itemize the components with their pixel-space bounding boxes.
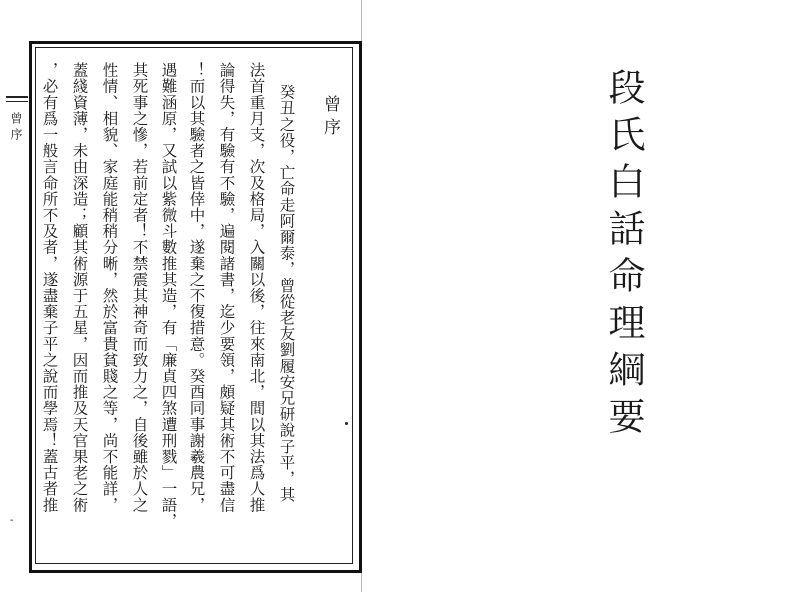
preface-column-1: 癸丑之役，亡命走阿爾泰，曾從老友劉履安兄研說子平，其	[277, 84, 296, 503]
book-title: 段氏白話命理綱要	[602, 68, 645, 444]
margin-rule	[6, 101, 28, 102]
margin-rule	[6, 96, 28, 98]
preface-column-3: 論得失，有驗有不驗，遍閱諸書，迄少要領，頗疑其術不可盡信	[217, 62, 236, 513]
preface-column-9: ，必有爲一般言命所不及者，遂盡棄子平之說而學焉！蓋古者推	[40, 62, 59, 513]
preface-title: 曾序	[320, 95, 340, 141]
page-mark	[345, 422, 348, 425]
preface-column-5: 遇難涵原，又試以紫微斗數推其造，有「廉貞四煞遭刑戮」一語，	[159, 62, 178, 529]
preface-column-6: 其死事之慘，若前定者！不禁震其神奇而致力之，自後雖於人之	[130, 62, 149, 513]
preface-column-8: 蓋綫資薄，未由深造；顧其術源于五星，因而推及天官果老之術	[70, 62, 89, 513]
running-header: 曾序	[9, 112, 23, 144]
margin-mark: -	[10, 515, 14, 526]
preface-column-2: 法首重月支，次及格局，入關以後，往來南北，間以其法爲人推	[247, 62, 266, 513]
preface-column-4: ！而以其驗者之皆倖中，遂棄之不復措意。癸酉同事謝羲農兄，	[187, 62, 206, 513]
preface-column-7: 性情、相貌、家庭能稍稍分晰，然於富貴貧賤之等，尚不能詳，	[100, 62, 119, 513]
